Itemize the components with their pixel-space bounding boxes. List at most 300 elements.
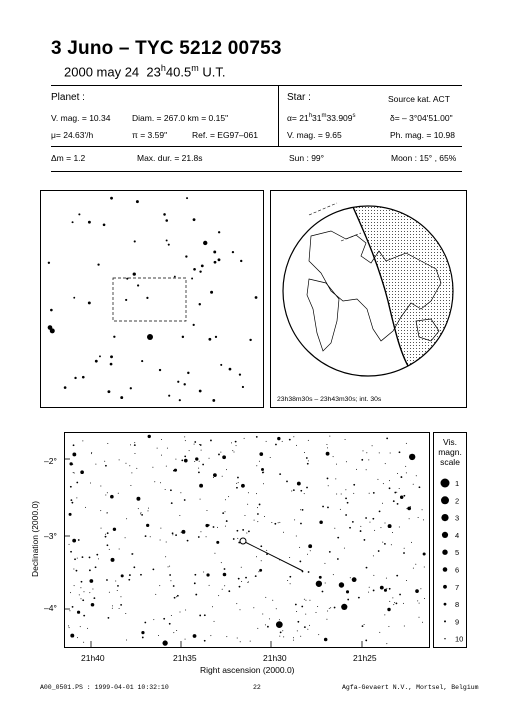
star-dot [72, 453, 76, 457]
star-dot [214, 621, 215, 622]
star-dot [290, 583, 291, 584]
planet-ref: Ref. = EG97–061 [192, 130, 258, 140]
star-dot [372, 518, 374, 520]
star-dot [326, 444, 327, 445]
star-dot [304, 626, 306, 628]
star-dot [369, 493, 370, 494]
star-dot [275, 444, 277, 446]
star-dot [247, 504, 248, 505]
star-dot [206, 536, 207, 537]
star-dot [345, 497, 347, 499]
star-dot [318, 634, 319, 635]
star-dot [257, 521, 258, 522]
star-dot [373, 575, 374, 576]
star-dot [399, 451, 401, 453]
star-dot [405, 466, 406, 467]
earth-globe-panel [270, 190, 467, 408]
star-dot [261, 560, 262, 561]
star-dot [316, 581, 322, 587]
star-dot [309, 600, 310, 601]
star-dot [152, 467, 153, 468]
star-dot [214, 553, 215, 554]
star-dot [264, 516, 265, 517]
star-dot [148, 508, 149, 509]
sun-elongation: Sun : 99° [289, 153, 325, 163]
star-dot [279, 473, 281, 475]
star-dot [237, 538, 238, 539]
star-dot [304, 452, 305, 453]
star-dot [242, 386, 244, 388]
star-dot [184, 455, 186, 457]
star-dot [297, 621, 299, 623]
earth-globe [271, 191, 466, 407]
table-divider [278, 86, 279, 146]
star-dot [80, 626, 81, 627]
star-dot [368, 459, 369, 460]
star-dot [166, 239, 168, 241]
star-dot [257, 507, 258, 508]
max-duration: Max. dur. = 21.8s [137, 153, 203, 163]
star-dot [267, 626, 269, 628]
star-dot [70, 462, 73, 465]
star-dot [291, 491, 292, 492]
star-dot [258, 571, 259, 572]
star-dot [167, 448, 168, 449]
star-dot [232, 450, 233, 451]
star-dot [265, 624, 266, 625]
star-dot [80, 587, 81, 588]
scale-label: 3 [455, 513, 460, 523]
star-dot [107, 390, 110, 393]
star-dot [77, 611, 80, 614]
star-dot [406, 443, 407, 444]
star-dot [69, 513, 72, 516]
star-dot [110, 495, 114, 499]
star-dot [305, 600, 306, 601]
star-dot [105, 465, 107, 467]
star-dot [224, 568, 226, 570]
star-dot [185, 639, 186, 640]
star-dot [141, 514, 143, 516]
star-dot [241, 567, 242, 568]
star-dot [379, 510, 381, 512]
star-dot [191, 278, 193, 280]
star-dot [224, 511, 225, 512]
star-dot [239, 374, 241, 376]
star-dot [111, 558, 115, 562]
star-dot [397, 503, 399, 505]
star-dot [350, 577, 351, 578]
star-dot [386, 437, 388, 439]
star-dot [353, 493, 354, 494]
star-dot [113, 336, 115, 338]
finder-chart [64, 432, 430, 648]
star-dot [333, 574, 334, 575]
star-dot [82, 556, 84, 558]
star-dot [160, 482, 161, 483]
scale-dot [444, 620, 446, 622]
star-dot [109, 549, 110, 550]
star-dot [396, 575, 398, 577]
star-dot [200, 531, 201, 532]
planet-heading: Planet : [51, 92, 85, 103]
star-dot [360, 530, 362, 532]
star-dot [228, 496, 229, 497]
star-dot [293, 637, 294, 638]
star-dot [93, 597, 95, 599]
x-tick-label: 21h35 [173, 653, 197, 663]
star-dot [384, 523, 385, 524]
star-dot [384, 543, 386, 545]
star-dot [199, 303, 201, 305]
star-dot [373, 492, 375, 494]
star-dot [160, 528, 161, 529]
star-dot [270, 457, 271, 458]
star-dot [176, 596, 177, 597]
star-dot [289, 576, 291, 578]
star-dot [125, 463, 126, 464]
star-dot [423, 552, 426, 555]
star-dot [392, 597, 393, 598]
scale-dot [441, 479, 450, 488]
star-dot [282, 630, 283, 631]
star-dot [105, 536, 107, 538]
star-dot [119, 608, 120, 609]
star-dot [131, 472, 132, 473]
star-dot [257, 513, 259, 515]
star-dot [140, 513, 141, 514]
star-dot [415, 589, 419, 593]
star-dot [380, 527, 381, 528]
star-dot [242, 529, 244, 531]
star-dot [210, 440, 212, 442]
star-dot [69, 627, 70, 628]
star-dot [137, 284, 139, 286]
star-dot [217, 527, 218, 528]
star-dot [186, 197, 188, 199]
star-dot [165, 219, 168, 222]
star-dot [379, 632, 380, 633]
star-dot [324, 638, 328, 642]
scale-label: 5 [455, 548, 460, 558]
star-dot [110, 197, 113, 200]
star-dot [294, 519, 295, 520]
star-dot [131, 553, 133, 555]
star-dot [220, 452, 221, 453]
star-dot [240, 641, 241, 642]
star-dot [142, 637, 144, 639]
star-dot [121, 574, 124, 577]
star-dot [166, 541, 167, 542]
star-dot [385, 463, 386, 464]
star-dot [226, 636, 227, 637]
star-dot [69, 610, 70, 611]
scale-dot [443, 585, 447, 589]
star-dot [308, 544, 312, 548]
star-dot [70, 634, 74, 638]
star-dot [399, 594, 401, 596]
star-dot [399, 526, 400, 527]
star-dot [400, 496, 403, 499]
star-dot [194, 461, 195, 462]
star-dot [89, 557, 91, 559]
star-dot [198, 471, 200, 473]
star-dot [379, 452, 380, 453]
star-dot [307, 629, 308, 630]
star-dot [307, 554, 308, 555]
star-dot [393, 604, 394, 605]
star-dot [168, 244, 170, 246]
star-dot [409, 454, 415, 460]
star-dot [341, 494, 342, 495]
star-dot [238, 578, 240, 580]
star-dot [170, 489, 172, 491]
star-dot [83, 591, 84, 592]
star-dot [185, 610, 186, 611]
star-dot [407, 507, 411, 511]
scale-dot [441, 514, 448, 521]
star-dot [417, 600, 418, 601]
star-dot [403, 495, 405, 497]
star-dot [388, 626, 389, 627]
x-tick-label: 21h30 [263, 653, 287, 663]
star-dot [184, 436, 185, 437]
star-dot [406, 508, 407, 509]
star-dot [125, 299, 127, 301]
star-dot [419, 617, 420, 618]
star-dot [169, 574, 171, 576]
star-dot [106, 579, 108, 581]
star-dot [378, 550, 380, 552]
star-dot [226, 520, 228, 522]
star-dot [91, 452, 92, 453]
star-dot [327, 507, 329, 509]
star-dot [100, 510, 101, 511]
star-dot [209, 458, 210, 459]
star-dot [95, 464, 96, 465]
star-dot [255, 296, 258, 299]
star-dot [406, 472, 407, 473]
star-dot [308, 571, 310, 573]
star-dot [225, 526, 226, 527]
star-dot [308, 460, 309, 461]
star-dot [340, 509, 341, 510]
star-dot [179, 611, 180, 612]
star-dot [233, 452, 234, 453]
star-source: Source kat. ACT [388, 94, 450, 104]
star-dot [336, 494, 337, 495]
star-vmag: V. mag. = 9.65 [287, 130, 342, 140]
star-dot [326, 619, 327, 620]
star-dot [115, 581, 116, 582]
star-dot [223, 573, 227, 577]
star-dot [199, 270, 201, 272]
star-dot [91, 453, 92, 454]
star-dot [73, 297, 75, 299]
star-dot [232, 251, 234, 253]
star-dot [330, 607, 331, 608]
star-dot [175, 534, 177, 536]
star-dot [64, 386, 67, 389]
star-dot [204, 614, 206, 616]
star-dot [103, 223, 106, 226]
star-dot [329, 436, 330, 437]
star-dot [160, 540, 161, 541]
star-dot [120, 604, 122, 606]
star-dot [199, 461, 200, 462]
star-dot [89, 592, 90, 593]
star-dot [82, 440, 83, 441]
table-top-rule [51, 85, 462, 86]
star-dot [172, 534, 173, 535]
star-dot [241, 581, 242, 582]
star-dot [406, 580, 407, 581]
star-dot [353, 484, 355, 486]
star-dot [107, 532, 109, 534]
star-dot [71, 502, 73, 504]
star-dot [345, 489, 346, 490]
star-dot [150, 536, 151, 537]
star-dot [218, 454, 220, 456]
star-dot [239, 586, 241, 588]
star-dot [362, 450, 363, 451]
footer-page-number: 22 [253, 684, 261, 691]
asteroid-path [241, 540, 303, 571]
star-dot [382, 542, 383, 543]
star-dot [138, 508, 139, 509]
star-dot [369, 522, 370, 523]
star-dot [334, 607, 336, 609]
star-dot [110, 355, 113, 358]
star-dot [272, 600, 273, 601]
star-dot [77, 558, 78, 559]
star-dot [352, 577, 357, 582]
star-dot [179, 399, 181, 401]
star-dot [193, 634, 197, 638]
star-dot [73, 472, 74, 473]
star-dot [157, 448, 158, 449]
star-dot [289, 557, 290, 558]
star-dot [177, 595, 179, 597]
star-dot [180, 492, 181, 493]
star-dot [404, 548, 405, 549]
y-axis-label: Declination (2000.0) [30, 500, 40, 578]
star-dot [279, 522, 280, 523]
star-dot [302, 509, 304, 511]
star-dot [366, 452, 367, 453]
star-dot [125, 537, 126, 538]
star-dot [300, 636, 301, 637]
star-dot [299, 561, 301, 563]
star-dot [101, 528, 102, 529]
star-dot [70, 486, 72, 488]
moon-info: Moon : 15° , 65% [391, 153, 457, 163]
star-dot [195, 594, 197, 596]
star-dot [204, 640, 206, 642]
star-dot [72, 539, 76, 543]
star-dot [304, 599, 305, 600]
star-dot [73, 569, 74, 570]
star-dot [130, 387, 132, 389]
star-dot [241, 484, 245, 488]
star-dot [360, 526, 361, 527]
star-dot [305, 614, 306, 615]
star-phmag: Ph. mag. = 10.98 [390, 130, 455, 140]
x-tick-label: 21h40 [81, 653, 105, 663]
star-dot [280, 632, 282, 634]
star-dot [373, 555, 374, 556]
star-dot [352, 521, 354, 523]
y-tick-label: –4° [44, 603, 57, 613]
star-dot [319, 521, 323, 525]
star-dot [134, 444, 136, 446]
star-dot [210, 291, 213, 294]
star-dot [199, 444, 200, 445]
star-dot [134, 442, 135, 443]
star-dot [112, 608, 113, 609]
star-dot [165, 489, 166, 490]
star-dot [368, 592, 369, 593]
star-dot [120, 596, 121, 597]
star-dot [387, 608, 390, 611]
star-dot [266, 550, 267, 551]
star-dot [222, 512, 224, 514]
star-dot [201, 450, 202, 451]
star-dot [362, 625, 364, 627]
star-dot [98, 558, 99, 559]
star-dot [346, 461, 347, 462]
star-dot [246, 533, 247, 534]
star-dot [85, 507, 86, 508]
scale-dot [442, 550, 447, 555]
star-dot [215, 336, 217, 338]
star-dot [401, 476, 403, 478]
star-dot [198, 468, 199, 469]
star-dot [300, 490, 302, 492]
star-dot [96, 554, 98, 556]
star-dot [48, 262, 50, 264]
star-dot [130, 485, 131, 486]
star-dot [212, 606, 213, 607]
star-dot [128, 579, 130, 581]
star-dot [112, 605, 113, 606]
star-dot [107, 512, 108, 513]
star-dot [168, 566, 169, 567]
star-dot [249, 339, 251, 341]
star-dot [91, 603, 95, 607]
star-dot [286, 481, 288, 483]
star-dot [72, 221, 74, 223]
star-dot [237, 477, 239, 479]
star-dot [221, 562, 222, 563]
star-dot [210, 635, 211, 636]
star-dot [260, 545, 262, 547]
star-dot [125, 613, 126, 614]
star-dot [325, 583, 326, 584]
star-dot [418, 517, 419, 518]
star-dot [245, 577, 247, 579]
star-dot [148, 435, 151, 438]
star-dot [283, 532, 284, 533]
star-dot [74, 585, 75, 586]
star-dot [394, 602, 395, 603]
star-dot [364, 539, 366, 541]
scale-dot [441, 496, 449, 504]
star-dot [271, 522, 272, 523]
star-dot [214, 261, 217, 264]
star-dot [119, 459, 120, 460]
star-dot [366, 469, 367, 470]
